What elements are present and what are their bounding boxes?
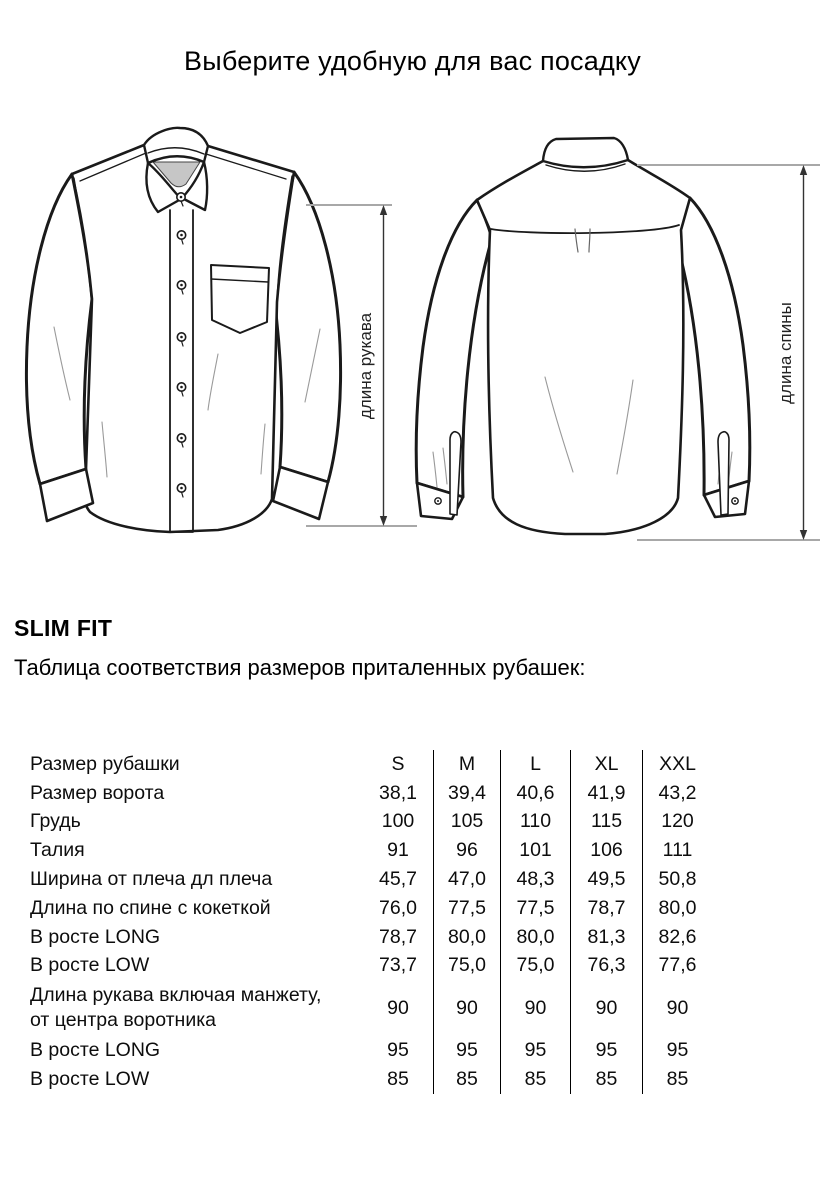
- cell-value: 80,0: [500, 923, 570, 952]
- cell-value: 48,3: [500, 865, 570, 894]
- row-label: Длина по спине с кокеткой: [30, 896, 271, 919]
- cell-value: 110: [500, 808, 570, 837]
- cell-value: 85: [500, 1065, 570, 1094]
- cell-value: 78,7: [570, 894, 642, 923]
- cell-value: 115: [570, 808, 642, 837]
- size-table: [30, 750, 714, 1094]
- column-header-size: XXL: [642, 750, 712, 779]
- row-label: Талия: [30, 839, 85, 862]
- cell-value: 90: [500, 980, 570, 1036]
- section-heading: SLIM FIT: [14, 615, 113, 641]
- cell-value: 78,7: [379, 925, 417, 948]
- cell-value: 43,2: [642, 779, 712, 808]
- cell-value: 85: [642, 1065, 712, 1094]
- cell-value: 90: [570, 980, 642, 1036]
- row-label: Ширина от плеча дл плеча: [30, 868, 273, 891]
- row-label: Размер ворота: [30, 781, 165, 804]
- cell-value: 96: [433, 836, 500, 865]
- cell-value: 38,1: [379, 781, 417, 804]
- cell-value: 73,7: [379, 954, 417, 977]
- column-header-size: L: [500, 750, 570, 779]
- cell-value: 91: [387, 839, 409, 862]
- cell-value: 95: [642, 1036, 712, 1065]
- cell-value: 77,5: [433, 894, 500, 923]
- cell-value: 85: [570, 1065, 642, 1094]
- cell-value: 90: [433, 980, 500, 1036]
- cell-value: 49,5: [570, 865, 642, 894]
- cell-value: 82,6: [642, 923, 712, 952]
- cell-value: 81,3: [570, 923, 642, 952]
- cell-value: 95: [570, 1036, 642, 1065]
- column-header-size: M: [433, 750, 500, 779]
- cell-value: 90: [387, 996, 409, 1019]
- cell-value: 76,0: [379, 896, 417, 919]
- column-header-size: S: [391, 752, 405, 775]
- cell-value: 41,9: [570, 779, 642, 808]
- sleeve-length-label: длина рукава: [356, 312, 375, 420]
- cell-value: 90: [642, 980, 712, 1036]
- cell-value: 101: [500, 836, 570, 865]
- back-length-label: длина спины: [776, 302, 795, 404]
- cell-value: 76,3: [570, 952, 642, 981]
- cell-value: 80,0: [433, 923, 500, 952]
- dimension-arrow: [384, 169, 804, 536]
- cell-value: 95: [433, 1036, 500, 1065]
- cell-value: 85: [387, 1068, 409, 1091]
- cell-value: 50,8: [642, 865, 712, 894]
- cell-value: 85: [433, 1065, 500, 1094]
- cell-value: 45,7: [379, 868, 417, 891]
- cell-value: 100: [381, 810, 415, 833]
- column-header-size: XL: [570, 750, 642, 779]
- table-header-label: Размер рубашки: [30, 752, 180, 775]
- cell-value: 111: [642, 836, 712, 865]
- row-label: В росте LONG: [30, 925, 161, 948]
- row-label: В росте LOW: [30, 954, 150, 977]
- row-label: Длина рукава включая манжету, от центра воротника: [30, 984, 322, 1032]
- cell-value: 80,0: [642, 894, 712, 923]
- row-label: В росте LONG: [30, 1039, 161, 1062]
- cell-value: 75,0: [500, 952, 570, 981]
- cell-value: 77,5: [500, 894, 570, 923]
- cell-value: 47,0: [433, 865, 500, 894]
- cell-value: 39,4: [433, 779, 500, 808]
- page-title: Выберите удобную для вас посадку: [184, 46, 641, 76]
- cell-value: 75,0: [433, 952, 500, 981]
- row-label: В росте LOW: [30, 1068, 150, 1091]
- cell-value: 40,6: [500, 779, 570, 808]
- cell-value: 95: [500, 1036, 570, 1065]
- cell-value: 77,6: [642, 952, 712, 981]
- cell-value: 120: [642, 808, 712, 837]
- row-label: Грудь: [30, 810, 81, 833]
- section-subheading: Таблица соответствия размеров приталенных рубашек:: [14, 655, 586, 680]
- cell-value: 106: [570, 836, 642, 865]
- cell-value: 95: [387, 1039, 409, 1062]
- cell-value: 105: [433, 808, 500, 837]
